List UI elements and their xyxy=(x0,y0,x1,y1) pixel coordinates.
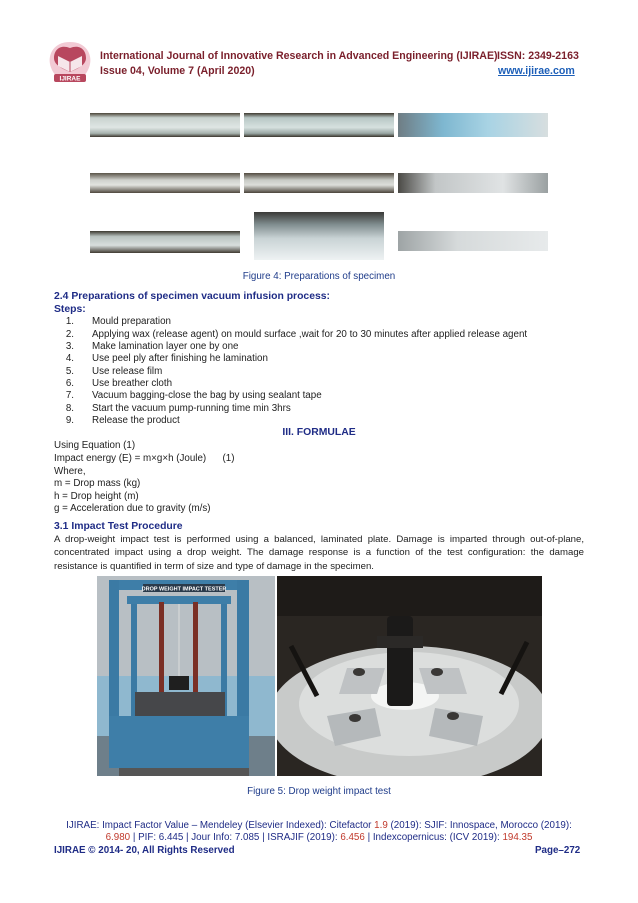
formula-line: Where, xyxy=(54,466,86,477)
drop-weight-tester-photo xyxy=(97,576,275,776)
machine-label: DROP WEIGHT IMPACT TESTER xyxy=(141,586,227,593)
section-3-1-paragraph: A drop-weight impact test is performed using a balanced, laminated plate. Damage is imparted through out-of-plane, concentrated impact using a drop weight. The damage response is a function of the test configuration: the damage resistance is quantified in term of size and type of damage in the specimen. xyxy=(54,534,584,572)
formula-line: Using Equation (1) xyxy=(54,440,136,451)
section-2-4-title: 2.4 Preparations of specimen vacuum infusion process: xyxy=(54,291,331,302)
footer-impact-line2: 6.980 | PIF: 6.445 | Jour Info: 7.085 | ISRAJIF (2019): 6.456 | Indexcopernicus: (ICV 2019): 194.35 xyxy=(105,832,533,843)
journal-title: International Journal of Innovative Research in Advanced Engineering (IJIRAE) xyxy=(100,50,498,62)
section-3-1-title: 3.1 Impact Test Procedure xyxy=(54,521,183,532)
impact-fixture-photo xyxy=(277,576,542,776)
formula-line: h = Drop height (m) xyxy=(54,491,139,502)
page-number: Page–272 xyxy=(535,845,581,856)
footer-impact-line1: IJIRAE: Impact Factor Value – Mendeley (Elsevier Indexed): Citefactor 1.9 (2019): SJIF: Innospace, Morocco (2019): xyxy=(66,820,572,831)
list-item: 2. Applying wax (release agent) on mould surface ,wait for 20 to 30 minutes after applied release agent xyxy=(65,329,528,340)
specimen-photo xyxy=(398,173,548,193)
specimen-photo xyxy=(244,173,394,193)
list-item: 1. Mould preparation xyxy=(65,316,171,327)
figure4-caption: Figure 4: Preparations of specimen xyxy=(242,271,396,282)
list-item: 6. Use breather cloth xyxy=(65,378,173,389)
specimen-photo xyxy=(398,231,548,251)
specimen-photo xyxy=(90,113,240,137)
specimen-photo xyxy=(90,231,240,253)
website-link[interactable]: www.ijirae.com xyxy=(498,65,575,77)
specimen-photo xyxy=(90,173,240,193)
issn: ISSN: 2349-2163 xyxy=(497,50,579,62)
list-item: 9. Release the product xyxy=(65,415,180,426)
formula-equation: Impact energy (E) = m×g×h (Joule) (1) xyxy=(54,453,235,464)
journal-logo xyxy=(46,40,94,84)
issue-info: Issue 04, Volume 7 (April 2020) xyxy=(100,65,255,77)
formula-line: g = Acceleration due to gravity (m/s) xyxy=(54,503,211,514)
steps-label: Steps: xyxy=(54,304,86,315)
footer-copyright: IJIRAE © 2014- 20, All Rights Reserved xyxy=(54,845,235,856)
specimen-photo xyxy=(254,212,384,260)
specimen-photo xyxy=(398,113,548,137)
list-item: 7. Vacuum bagging-close the bag by using sealant tape xyxy=(65,390,322,401)
figure5-caption: Figure 5: Drop weight impact test xyxy=(247,786,391,797)
list-item: 5. Use release film xyxy=(65,366,163,377)
list-item: 3. Make lamination layer one by one xyxy=(65,341,239,352)
list-item: 4. Use peel ply after finishing he lamination xyxy=(65,353,268,364)
formula-line: m = Drop mass (kg) xyxy=(54,478,141,489)
section-3-title: III. FORMULAE xyxy=(282,427,356,438)
specimen-photo xyxy=(244,113,394,137)
logo-text: IJIRAE xyxy=(59,75,81,83)
list-item: 8. Start the vacuum pump-running time min 3hrs xyxy=(65,403,291,414)
